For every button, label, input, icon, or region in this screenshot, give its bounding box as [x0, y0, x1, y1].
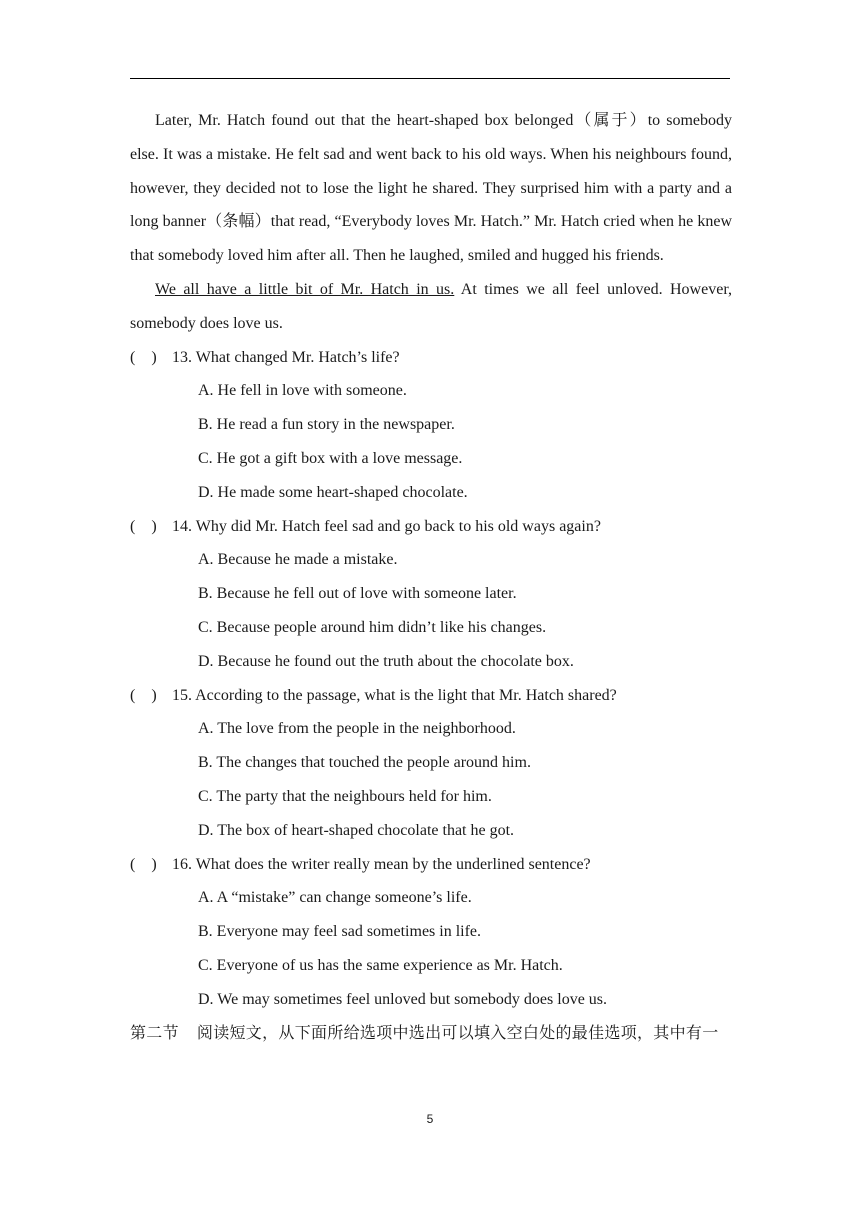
option-c: C. The party that the neighbours held for him. [198, 787, 492, 805]
option-a: A. He fell in love with someone. [198, 382, 407, 400]
option-a: A. The love from the people in the neighborhood. [198, 720, 516, 738]
option-b: B. He read a fun story in the newspaper. [198, 416, 455, 434]
option-a: A. A “mistake” can change someone’s life. [198, 889, 472, 907]
option-c: C. Because people around him didn’t like his changes. [198, 618, 547, 636]
page-number: 5 [426, 1112, 434, 1126]
question-13 [130, 341, 732, 510]
answer-bracket[interactable]: ( ) [130, 517, 157, 535]
question-stem: 16. What does the writer really mean by the underlined sentence? [172, 855, 591, 873]
option-d: D. The box of heart-shaped chocolate that he got. [198, 821, 515, 839]
section-name: 第二节 [130, 1024, 179, 1042]
section-heading [130, 1017, 732, 1051]
option-b: B. Because he fell out of love with someone later. [198, 585, 517, 603]
option-a: A. Because he made a mistake. [198, 551, 398, 569]
answer-bracket[interactable]: ( ) [130, 855, 157, 873]
header-rule [130, 78, 730, 79]
option-d: D. He made some heart-shaped chocolate. [198, 483, 468, 501]
answer-bracket[interactable]: ( ) [130, 348, 157, 366]
paragraph-2-text: At times we all feel unloved. However, somebody does love us. [130, 280, 733, 332]
question-16 [130, 848, 732, 1017]
page-content [130, 104, 732, 1050]
question-14 [130, 510, 732, 679]
option-c: C. Everyone of us has the same experience as Mr. Hatch. [198, 956, 563, 974]
option-c: C. He got a gift box with a love message. [198, 449, 463, 467]
question-stem: 13. What changed Mr. Hatch’s life? [172, 348, 400, 366]
answer-bracket[interactable]: ( ) [130, 686, 157, 704]
section-instruction: 阅读短文，从下面所给选项中选出可以填入空白处的最佳选项，其中有一 [196, 1024, 719, 1042]
passage-paragraph-2 [130, 273, 732, 341]
question-15 [130, 679, 732, 848]
question-stem: 15. According to the passage, what is the light that Mr. Hatch shared? [172, 686, 617, 704]
option-d: D. We may sometimes feel unloved but somebody does love us. [198, 990, 608, 1008]
underlined-sentence: We all have a little bit of Mr. Hatch in us. [155, 280, 455, 298]
question-stem: 14. Why did Mr. Hatch feel sad and go back to his old ways again? [172, 517, 601, 535]
option-d: D. Because he found out the truth about the chocolate box. [198, 652, 574, 670]
passage-paragraph-1: Later, Mr. Hatch found out that the heart-shaped box belonged（属于）to somebody else. It was a mistake. He felt sad and went back to his old ways. When his neighbours found, however, they decided not to lose the light he shared. They surprised him with a party and a long banner（条幅）that read, “Everybody loves Mr. Hatch.” Mr. Hatch cried when he knew that somebody loved him after all. Then he laughed, smiled and hugged his friends. [130, 112, 732, 265]
option-b: B. The changes that touched the people around him. [198, 754, 531, 772]
option-b: B. Everyone may feel sad sometimes in life. [198, 923, 482, 941]
